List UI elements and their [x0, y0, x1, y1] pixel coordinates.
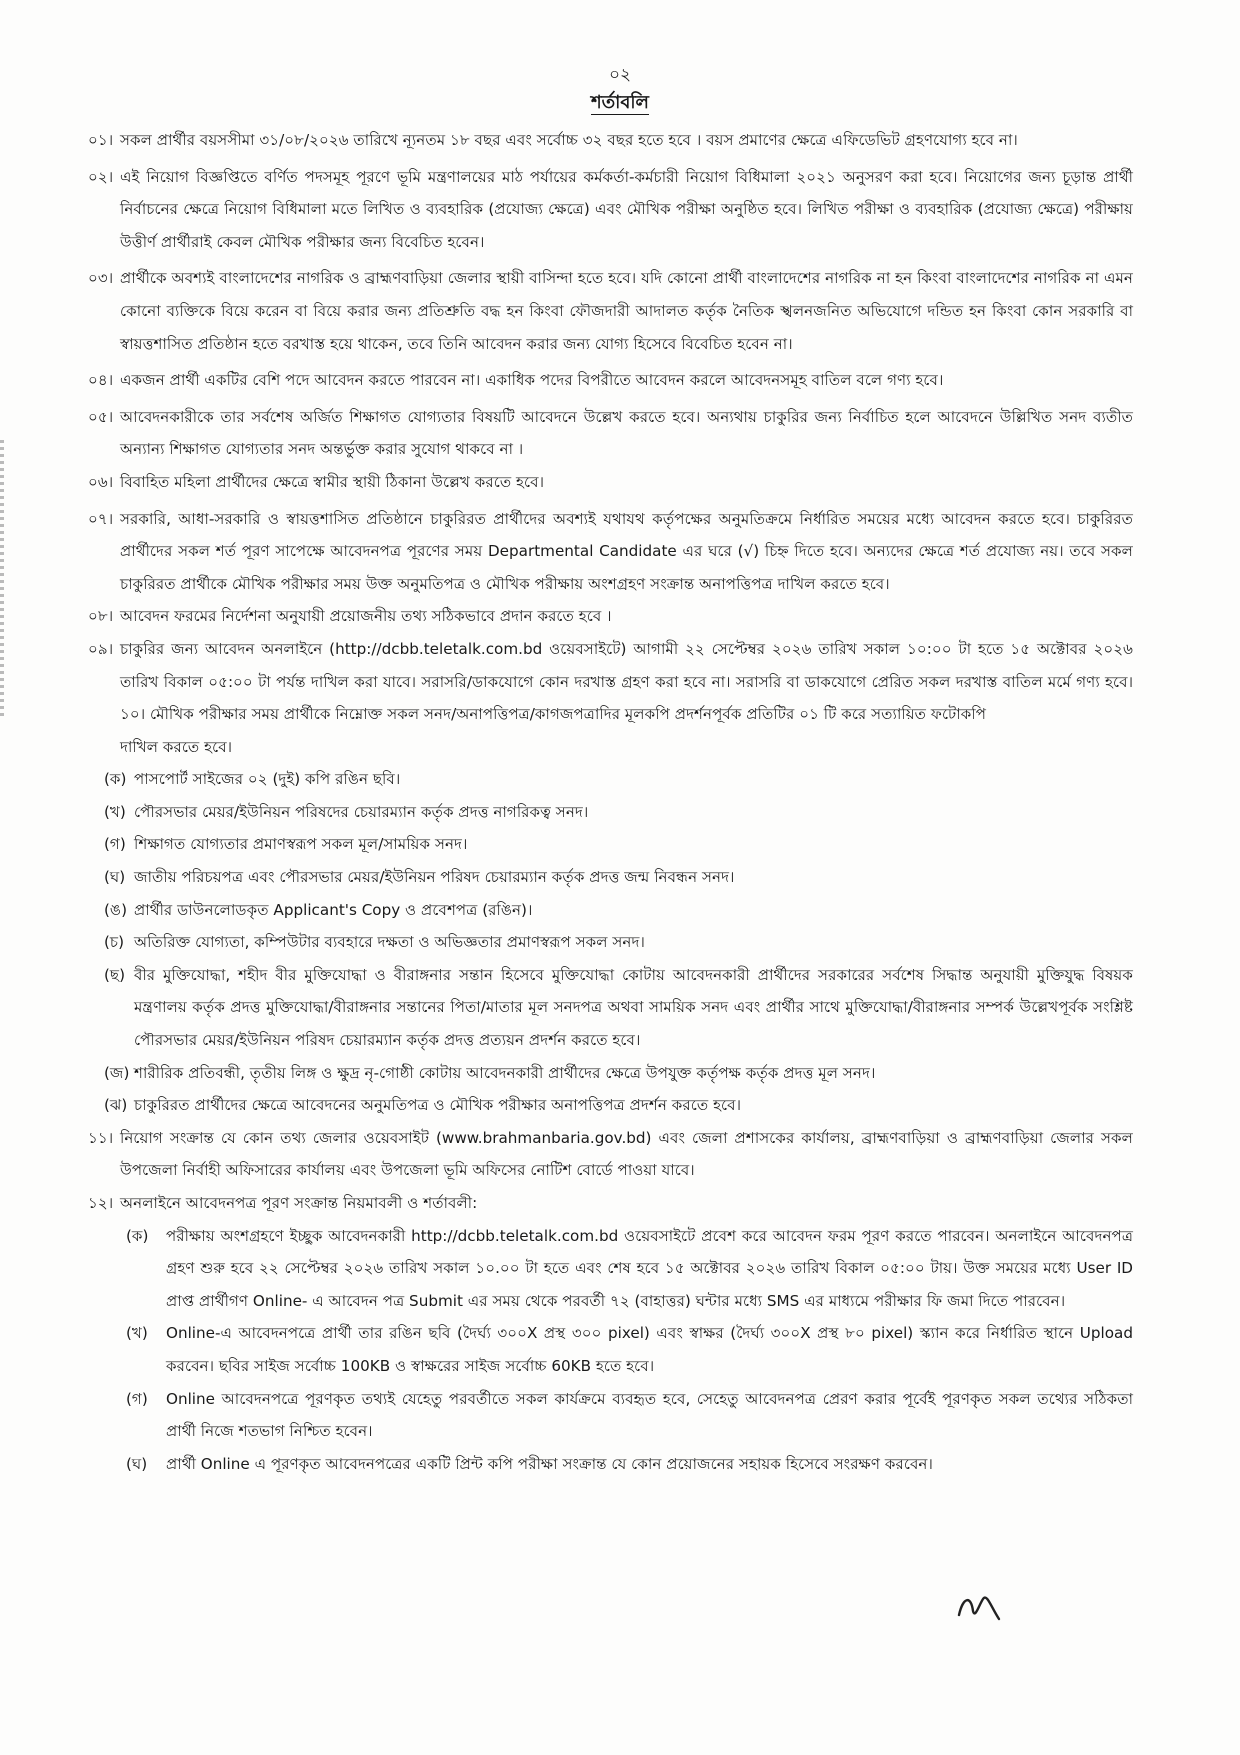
document-list-item-gha — [88, 861, 1133, 894]
document-list-item-ja — [88, 1057, 1133, 1090]
conditions-body — [88, 124, 1133, 1480]
item-text: একজন প্রার্থী একটির বেশি পদে আবেদন করতে পারবেন না। একাধিক পদের বিপরীতে আবেদন করলে আবেদনসমূহ বাতিল বলে গণ্য হবে। — [120, 371, 944, 390]
online-rule-gha — [88, 1448, 1133, 1481]
list-text: পরীক্ষায় অংশগ্রহণে ইচ্ছুক আবেদনকারী http://dcbb.teletalk.com.bd ওয়েবসাইটে প্রবেশ করে আবেদন ফরম পূরণ করতে পারবেন। অনলাইনে আবেদনপত্র গ্রহণ শুরু হবে ২২ সেপ্টেম্বর ২০২৬ তারিখ সকাল ১০.০০ টা হতে এবং শেষ হবে ১৫ অক্টোবর ২০২৬ তারিখ বিকাল ০৫:০০ টায়। উক্ত সময়ের মধ্যে User ID প্রাপ্ত প্রার্থীগণ Online- এ আবেদন পত্র Submit এর সময় থেকে পরবর্তী ৭২ (বাহাত্তর) ঘন্টার মধ্যে SMS এর মাধ্যমে পরীক্ষার ফি জমা দিতে পারবেন। — [166, 1226, 1133, 1310]
item-text: এই নিয়োগ বিজ্ঞপ্তিতে বর্ণিত পদসমূহ পূরণে ভূমি মন্ত্রণালয়ের মাঠ পর্যায়ের কর্মকর্তা-কর্মচারী নিয়োগ বিধিমালা ২০২১ অনুসরণ করা হবে। নিয়োগের জন্য চূড়ান্ত প্রার্থী নির্বাচনের ক্ষেত্রে নিয়োগ বিধিমালা মতে লিখিত ও ব্যবহারিক (প্রযোজ্য ক্ষেত্রে) এবং মৌখিক পরীক্ষা অনুষ্ঠিত হবে। লিখিত পরীক্ষা ও ব্যবহারিক (প্রযোজ্য ক্ষেত্রে) পরীক্ষায় উত্তীর্ণ প্রার্থীরাই কেবল মৌখিক পরীক্ষার জন্য বিবেচিত হবেন। — [120, 167, 1133, 251]
item-number: ০৪। — [88, 371, 114, 390]
item-text: নিয়োগ সংক্রান্ত যে কোন তথ্য জেলার ওয়েবসাইট (www.brahmanbaria.gov.bd) এবং জেলা প্রশাসকের কার্যালয়, ব্রাহ্মণবাড়িয়া ও ব্রাহ্মণবাড়িয়া জেলার সকল উপজেলা নির্বাহী অফিসারের কার্যালয় এবং উপজেলা ভূমি অফিসের নোটিশ বোর্ডে পাওয়া যাবে। — [120, 1128, 1133, 1180]
item-number: ০৬। — [88, 472, 114, 491]
online-rule-ka — [88, 1220, 1133, 1318]
list-label: (জ) — [104, 1063, 130, 1082]
list-text: Online আবেদনপত্রে পূরণকৃত তথ্যই যেহেতু পরবর্তীতে সকল কার্যক্রমে ব্যবহৃত হবে, সেহেতু আবেদনপত্র প্রেরণ করার পূর্বেই পূরণকৃত সকল তথ্যের সঠিকতা প্রার্থী নিজে শতভাগ নিশ্চিত হবেন। — [166, 1389, 1133, 1441]
item-text: বিবাহিত মহিলা প্রার্থীদের ক্ষেত্রে স্বামীর স্থায়ী ঠিকানা উল্লেখ করতে হবে। — [120, 472, 545, 491]
condition-item-12 — [88, 1187, 1133, 1220]
item-number: ০১। — [88, 131, 114, 149]
list-label: (ছ) — [104, 965, 126, 984]
list-label: (ঙ) — [104, 900, 127, 919]
document-list-item-jha — [88, 1089, 1133, 1122]
document-list-item-cha — [88, 926, 1133, 959]
list-text: প্রার্থীর ডাউনলোডকৃত Applicant's Copy ও প্রবেশপত্র (রঙিন)। — [134, 900, 533, 919]
item-text: সরকারি, আধা-সরকারি ও স্বায়ত্তশাসিত প্রতিষ্ঠানে চাকুরিরত প্রার্থীদের অবশ্যই যথাযথ কর্তৃপক্ষের অনুমতিক্রমে নির্ধারিত সময়ের মধ্যে আবেদন করতে হবে। চাকুরিরত প্রার্থীদের সকল শর্ত পূরণ সাপেক্ষে আবেদনপত্র পূরণের সময় Departmental Candidate এর ঘরে (√) চিহ্ন দিতে হবে। অন্যদের ক্ষেত্রে শর্ত প্রযোজ্য নয়। তবে সকল চাকুরিরত প্রার্থীকে মৌখিক পরীক্ষার সময় উক্ত অনুমতিপত্র ও মৌখিক পরীক্ষায় অংশগ্রহণ সংক্রান্ত অনাপত্তিপত্র দাখিল করতে হবে। — [120, 509, 1133, 593]
page-title — [0, 88, 1240, 119]
scan-edge-mark — [0, 440, 4, 720]
condition-item-09 — [88, 633, 1133, 731]
item-number: ০৫। — [88, 407, 114, 426]
condition-item-04 — [88, 364, 1133, 397]
item-text: আবেদনকারীকে তার সর্বশেষ অর্জিত শিক্ষাগত যোগ্যতার বিষয়টি আবেদনে উল্লেখ করতে হবে। অন্যথায় চাকুরির জন্য নির্বাচিত হলে আবেদনে উল্লিখিত সনদ ব্যতীত অন্যান্য শিক্ষাগত যোগ্যতার সনদ অন্তর্ভুক্ত করার সুযোগ থাকবে না । — [120, 407, 1133, 459]
list-label: (চ) — [104, 933, 125, 952]
list-text: পাসপোর্ট সাইজের ০২ (দুই) কপি রঙিন ছবি। — [134, 770, 401, 789]
list-label: (ঘ) — [104, 868, 126, 887]
list-text: বীর মুক্তিযোদ্ধা, শহীদ বীর মুক্তিযোদ্ধা ও বীরাঙ্গনার সন্তান হিসেবে মুক্তিযোদ্ধা কোটায় আবেদনকারী প্রার্থীদের সরকারের সর্বশেষ সিদ্ধান্ত অনুযায়ী মুক্তিযুদ্ধ বিষয়ক মন্ত্রণালয় কর্তৃক প্রদত্ত মুক্তিযোদ্ধা/বীরাঙ্গনার সন্তানের পিতা/মাতার মূল সনদপত্র অথবা সাময়িক সনদ এবং প্রার্থীর সাথে মুক্তিযোদ্ধা/বীরাঙ্গনার সম্পর্ক উল্লেখপূর্বক সংশ্লিষ্ট পৌরসভার মেয়র/ইউনিয়ন পরিষদ চেয়ারম্যান কর্তৃক প্রদত্ত প্রত্যয়ন প্রদর্শন করতে হবে। — [134, 965, 1133, 1050]
list-text: শিক্ষাগত যোগ্যতার প্রমাণস্বরূপ সকল মূল/সাময়িক সনদ। — [134, 835, 468, 854]
title-text: শর্তাবলি — [591, 92, 649, 113]
list-label: (খ) — [126, 1324, 148, 1343]
item-number: ১২। — [88, 1194, 114, 1212]
list-label: (ক) — [104, 770, 127, 789]
item-number: ০২। — [88, 167, 114, 186]
list-label: (ঝ) — [104, 1096, 128, 1115]
condition-item-02 — [88, 161, 1133, 259]
list-text: জাতীয় পরিচয়পত্র এবং পৌরসভার মেয়র/ইউনিয়ন পরিষদ চেয়ারম্যান কর্তৃক প্রদত্ত জন্ম নিবন্ধন সনদ। — [134, 868, 735, 887]
item-text: অনলাইনে আবেদনপত্র পূরণ সংক্রান্ত নিয়মাবলী ও শর্তাবলী: — [120, 1194, 478, 1212]
document-list-item-ga — [88, 828, 1133, 861]
item-text: সকল প্রার্থীর বয়সসীমা ৩১/০৮/২০২৬ তারিখে ন্যূনতম ১৮ বছর এবং সর্বোচ্চ ৩২ বছর হতে হবে । বয়স প্রমাণের ক্ষেত্রে এফিডেভিট গ্রহণযোগ্য হবে না। — [120, 131, 1018, 149]
signature-mark — [955, 1585, 1003, 1623]
item-number: ০৭। — [88, 509, 114, 528]
document-list-item-chha — [88, 959, 1133, 1057]
item-text: চাকুরির জন্য আবেদন অনলাইনে (http://dcbb.teletalk.com.bd ওয়েবসাইটে) আগামী ২২ সেপ্টেম্বর ২০২৬ তারিখ সকাল ১০:০০ টা হতে ১৫ অক্টোবর ২০২৬ তারিখ বিকাল ০৫:০০ টা পর্যন্ত দাখিল করা যাবে। সরাসরি/ডাকযোগে কোন দরখাস্ত গ্রহণ করা হবে না। সরাসরি বা ডাকযোগে প্রেরিত সকল দরখাস্ত বাতিল মর্মে গণ্য হবে। ১০। মৌখিক পরীক্ষার সময় প্রার্থীকে নিম্নোক্ত সকল সনদ/অনাপত্তিপত্র/কাগজপত্রাদির মূলকপি প্রদর্শনপূর্বক প্রতিটির ০১ টি করে সত্যায়িত ফটোকপি — [120, 639, 1133, 724]
list-text: Online-এ আবেদনপত্রে প্রার্থী তার রঙিন ছবি (দৈর্ঘ্য ৩০০X প্রস্থ ৩০০ pixel) এবং স্বাক্ষর (দৈর্ঘ্য ৩০০X প্রস্থ ৮০ pixel) স্ক্যান করে নির্ধারিত স্থানে Upload করবেন। ছবির সাইজ সর্বোচ্চ 100KB ও স্বাক্ষরের সাইজ সর্বোচ্চ 60KB হতে হবে। — [166, 1324, 1133, 1375]
item-continuation: দাখিল করতে হবে। — [120, 737, 233, 756]
list-label: (গ) — [104, 835, 126, 854]
list-label: (ঘ) — [126, 1454, 148, 1473]
list-label: (ক) — [126, 1226, 149, 1245]
condition-item-05 — [88, 401, 1133, 466]
item-text: আবেদন ফরমের নির্দেশনা অনুযায়ী প্রয়োজনীয় তথ্য সঠিকভাবে প্রদান করতে হবে । — [120, 607, 612, 626]
condition-item-03 — [88, 262, 1133, 360]
item-number: ০৩। — [88, 269, 114, 288]
page-number: ০২ — [608, 65, 632, 85]
condition-item-06 — [88, 466, 1133, 499]
condition-item-08 — [88, 600, 1133, 633]
item-text: প্রার্থীকে অবশ্যই বাংলাদেশের নাগরিক ও ব্রাহ্মণবাড়িয়া জেলার স্থায়ী বাসিন্দা হতে হবে। যদি কোনো প্রার্থী বাংলাদেশের নাগরিক না হন কিংবা বাংলাদেশের নাগরিক না এমন কোনো ব্যক্তিকে বিয়ে করেন বা বিয়ে করার জন্য প্রতিশ্রুতি বদ্ধ হন কিংবা ফৌজদারী আদালত কর্তৃক নৈতিক স্খলনজনিত অভিযোগে দন্ডিত হন কিংবা কোন সরকারি বা স্বায়ত্তশাসিত প্রতিষ্ঠান হতে বরখাস্ত হয়ে থাকেন, তবে তিনি আবেদন করার জন্য যোগ্য হিসেবে বিবেচিত হবেন না। — [120, 269, 1133, 353]
condition-item-01 — [88, 124, 1133, 157]
list-text: পৌরসভার মেয়র/ইউনিয়ন পরিষদের চেয়ারম্যান কর্তৃক প্রদত্ত নাগরিকত্ব সনদ। — [134, 802, 589, 821]
list-text: শারীরিক প্রতিবন্ধী, তৃতীয় লিঙ্গ ও ক্ষুদ্র নৃ-গোষ্ঠী কোটায় আবেদনকারী প্রার্থীদের ক্ষেত্রে উপযুক্ত কর্তৃপক্ষ কর্তৃক প্রদত্ত মূল সনদ। — [134, 1063, 876, 1082]
document-list-item-ka — [88, 763, 1133, 796]
online-rule-ga — [88, 1383, 1133, 1448]
list-text: অতিরিক্ত যোগ্যতা, কম্পিউটার ব্যবহারে দক্ষতা ও অভিজ্ঞতার প্রমাণস্বরূপ সকল সনদ। — [134, 933, 645, 952]
list-text: চাকুরিরত প্রার্থীদের ক্ষেত্রে আবেদনের অনুমতিপত্র ও মৌখিক পরীক্ষার অনাপত্তিপত্র প্রদর্শন করতে হবে। — [134, 1096, 742, 1115]
list-label: (গ) — [126, 1389, 148, 1408]
item-number: ০৯। — [88, 639, 114, 658]
list-label: (খ) — [104, 802, 126, 821]
condition-item-07 — [88, 503, 1133, 601]
condition-item-11 — [88, 1122, 1133, 1187]
item-number: ০৮। — [88, 607, 114, 626]
document-list-item-uma — [88, 894, 1133, 927]
item-number: ১১। — [88, 1128, 114, 1147]
online-rule-kha — [88, 1317, 1133, 1382]
document-list-item-kha — [88, 796, 1133, 829]
list-text: প্রার্থী Online এ পূরণকৃত আবেদনপত্রের একটি প্রিন্ট কপি পরীক্ষা সংক্রান্ত যে কোন প্রয়োজনের সহায়ক হিসেবে সংরক্ষণ করবেন। — [166, 1454, 933, 1473]
